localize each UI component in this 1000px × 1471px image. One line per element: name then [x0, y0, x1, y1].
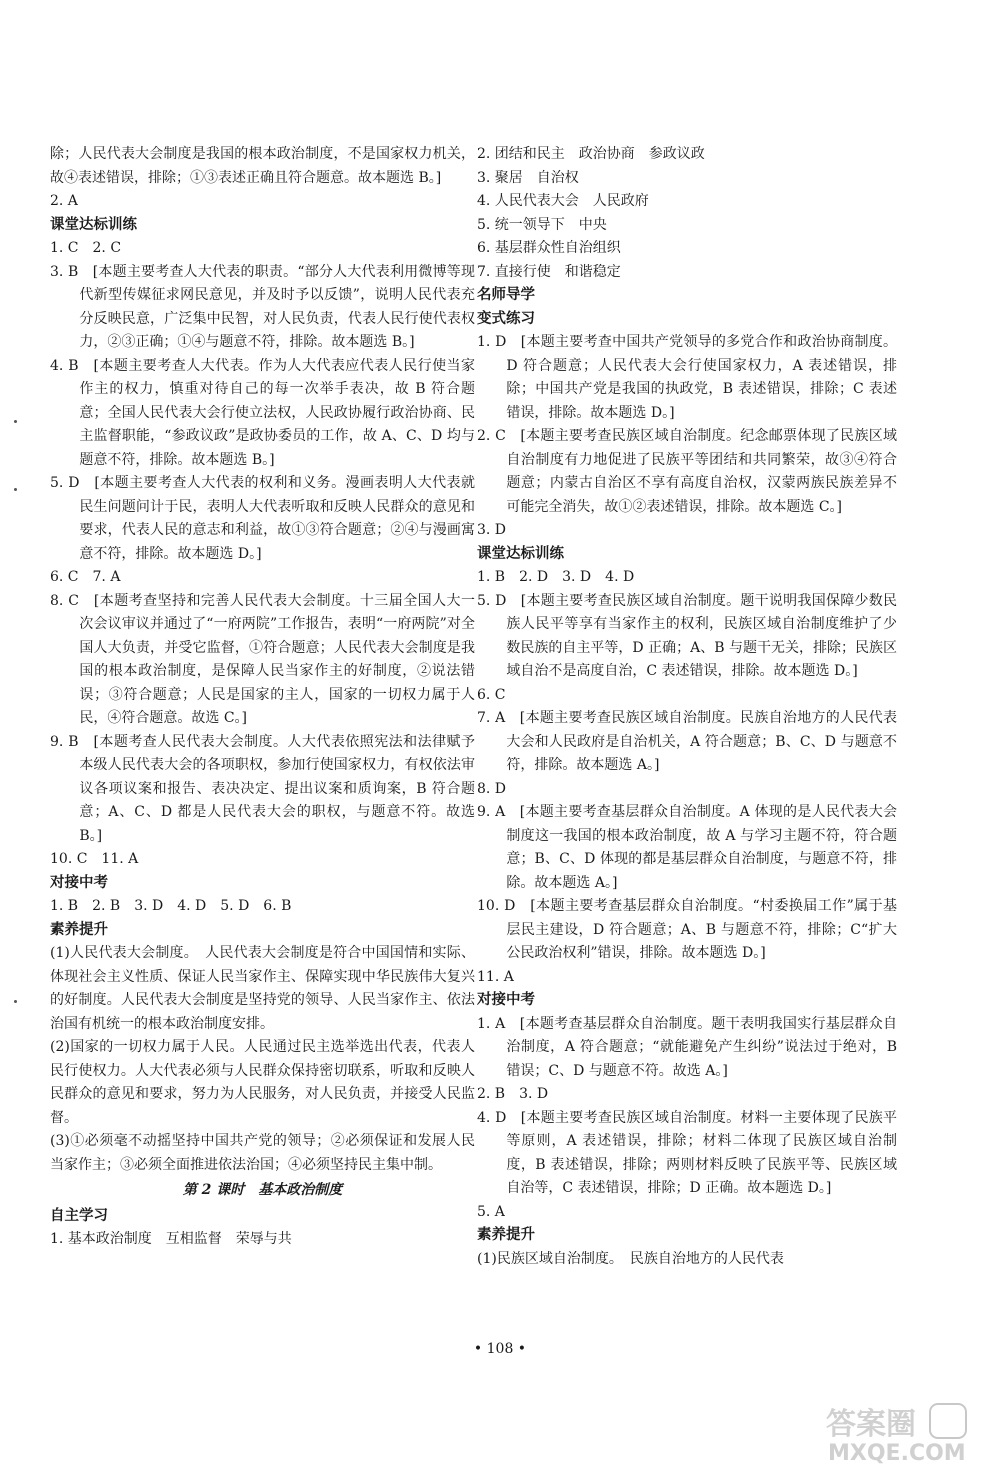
answer-line: 3. D: [477, 522, 507, 538]
section-heading: 名师导学: [477, 287, 535, 303]
answer-item: 9. A [本题主要考查基层群众自治制度。A 体现的是人民代表大会制度这一我国的根本政治制度，故 A 与学习主题不符，符合题意；B、C、D 体现的都是基层群众自治制度，与题意不符，排除。故本题选 A。]: [477, 804, 897, 891]
answer-item: 4. D [本题主要考查民族区域自治制度。材料一主要体现了民族平等原则，A 表述错误，排除；材料二体现了民族区域自治制度，B 表述错误，排除；两则材料反映了民族平等、民族区域自治等，C 表述错误，排除；D 正确。故本题选 D。]: [477, 1109, 897, 1196]
watermark-logo: [822, 1400, 994, 1466]
section-heading: 课堂达标训练: [50, 216, 137, 233]
watermark-url: MXQE.COM: [828, 1441, 966, 1466]
answer-line: 5. A: [477, 1203, 505, 1220]
section-heading: 对接中考: [477, 992, 535, 1008]
answer-line: 5. 统一领导下 中央: [477, 216, 607, 233]
answer-line: 2. A: [50, 193, 78, 209]
answer-line: 除；人民代表大会制度是我国的根本政治制度，不是国家权力机关，故④表述错误，排除；①③表述正确且符合题意。故本题选 B。]: [50, 146, 475, 186]
answer-item: 10. D [本题主要考查基层群众自治制度。“村委换届工作”属于基层民主建设，D 符合题意；A、B 与题意不符，排除；C“扩大公民政治权利”错误，排除。故本题选 D。]: [477, 898, 897, 961]
section-heading: 素养提升: [50, 921, 108, 938]
answer-line: 1. B 2. B 3. D 4. D 5. D 6. B: [50, 898, 292, 914]
answer-item: 7. A [本题主要考查民族区域自治制度。民族自治地方的人民代表大会和人民政府是自治机关，A 符合题意；B、C、D 与题意不符，排除。故本题选 A。]: [477, 710, 897, 773]
answer-line: 1. B 2. D 3. D 4. D: [477, 569, 635, 585]
page-number: • 108 •: [473, 1341, 527, 1357]
answer-item: 1. A [本题考查基层群众自治制度。题干表明我国实行基层群众自治制度，A 符合题意；“就能避免产生纠纷”说法过于绝对，B 错误；C、D 与题意不符。故选 A。]: [477, 1015, 897, 1079]
answer-line: 1. C 2. C: [50, 240, 122, 256]
answer-line: 3. 聚居 自治权: [477, 169, 579, 186]
section-heading: 对接中考: [50, 874, 108, 891]
answer-item: 9. B [本题考查人民代表大会制度。人大代表依照宪法和法律赋予本级人民代表大会的各项职权，参加行使国家权力，有权依法审议各项议案和报告、表决决定、提出议案和质询案，B 符合题意；A、C、D 都是人民代表大会的职权，与题意不符。故选 B。]: [50, 733, 475, 844]
answer-line: 4. 人民代表大会 人民政府: [477, 193, 649, 209]
answer-item: 1. D [本题主要考查中国共产党领导的多党合作和政治协商制度。D 符合题意；人民代表大会行使国家权力，A 表述错误，排除；中国共产党是我国的执政党，B 表述错误，排除；C 表述错误，排除。故本题选 D。]: [477, 334, 897, 421]
section-heading: 自主学习: [50, 1207, 108, 1224]
answer-line: 1. 基本政治制度 互相监督 荣辱与共: [50, 1231, 292, 1247]
answer-item: 3. B [本题主要考查人大代表的职责。“部分人大代表利用微博等现代新型传媒征求网民意见，并及时予以反馈”，说明人民代表充分反映民意，广泛集中民智，对人民负责，代表人民行使代表权力，②③正确；①④与题意不符，排除。故本题选 B。]: [50, 263, 475, 350]
answer-item: 4. B [本题主要考查人大代表。作为人大代表应代表人民行使当家作主的权力，慎重对待自己的每一次举手表决，故 B 符合题意；全国人民代表大会行使立法权，人民政协履行政治协商、民主监督职能，“参政议政”是政协委员的工作，故 A、C、D 均与题意不符，排除。故本题选 B。]: [50, 357, 475, 468]
answer-line: 2. 团结和民主 政治协商 参政议政: [477, 146, 705, 162]
lesson-title: 第 2 课时 基本政治制度: [182, 1182, 343, 1198]
answer-line: 11. A: [477, 968, 514, 985]
watermark-title: 答案圈: [826, 1407, 916, 1442]
answer-line: 6. C 7. A: [50, 569, 121, 585]
scan-speck: [14, 420, 17, 423]
left-column: [50, 143, 475, 1252]
answer-line: 10. C 11. A: [50, 851, 139, 867]
answer-item: 2. C [本题主要考查民族区域自治制度。纪念邮票体现了民族区域自治制度有力地促进了民族平等团结和共同繁荣，故③④符合题意；内蒙古自治区不享有高度自治权，汉蒙两族民族差异不可能完全消失，故①②表述错误，排除。故本题选 C。]: [477, 428, 897, 515]
answer-item: 5. D [本题主要考查民族区域自治制度。题干说明我国保障少数民族人民平等享有当家作主的权利，民族区域自治制度维护了少数民族的自主平等，D 正确；A、B 与题干无关，排除；民族区域自治不是高度自治，C 表述错误，排除。故本题选 D。]: [477, 592, 897, 679]
answer-line: 6. C: [477, 686, 506, 703]
answer-line: 7. 直接行使 和谐稳定: [477, 263, 621, 280]
answer-item: 8. C [本题考查坚持和完善人民代表大会制度。十三届全国人大一次会议审议并通过了“一府两院”工作报告，表明“一府两院”对全国人大负责，并受它监督，①符合题意；人民代表大会制度是我国的根本政治制度，是保障人民当家作主的好制度，②说法错误；③符合题意；人民是国家的主人，国家的一切权力属于人民，④符合题意。故选 C。]: [50, 592, 475, 726]
scan-speck: [14, 488, 17, 491]
section-heading: 课堂达标训练: [477, 545, 564, 562]
answer-line: (1)民族区域自治制度。 民族自治地方的人民代表: [477, 1250, 784, 1267]
scan-speck: [14, 1000, 17, 1003]
right-column: [477, 143, 897, 1271]
answer-item: 5. D [本题主要考查人大代表的权利和义务。漫画表明人大代表就民生问题问计于民，表明人大代表听取和反映人民群众的意见和要求，代表人民的意志和利益，故①③符合题意；②④与漫画寓意不符，排除。故本题选 D。]: [50, 475, 475, 562]
answer-line: 2. B 3. D: [477, 1086, 549, 1102]
answer-line: 8. D: [477, 780, 507, 797]
answer-line: (1)人民代表大会制度。 人民代表大会制度是符合中国国情和实际、体现社会主义性质、保证人民当家作主、保障实现中华民族伟大复兴的好制度。人民代表大会制度是坚持党的领导、人民当家作主、依法治国有机统一的根本政治制度安排。: [50, 945, 475, 1032]
section-heading: 变式练习: [477, 310, 535, 327]
answer-line: (3)①必须毫不动摇坚持中国共产党的领导；②必须保证和发展人民当家作主；③必须全面推进依法治国；④必须坚持民主集中制。: [50, 1133, 475, 1173]
answer-line: (2)国家的一切权力属于人民。人民通过民主选举选出代表，代表人民行使权力。人大代表必须与人民群众保持密切联系，听取和反映人民群众的意见和要求，努力为人民服务，对人民负责，并接受人民监督。: [50, 1039, 475, 1126]
section-heading: 素养提升: [477, 1227, 535, 1243]
answer-line: 6. 基层群众性自治组织: [477, 240, 621, 256]
